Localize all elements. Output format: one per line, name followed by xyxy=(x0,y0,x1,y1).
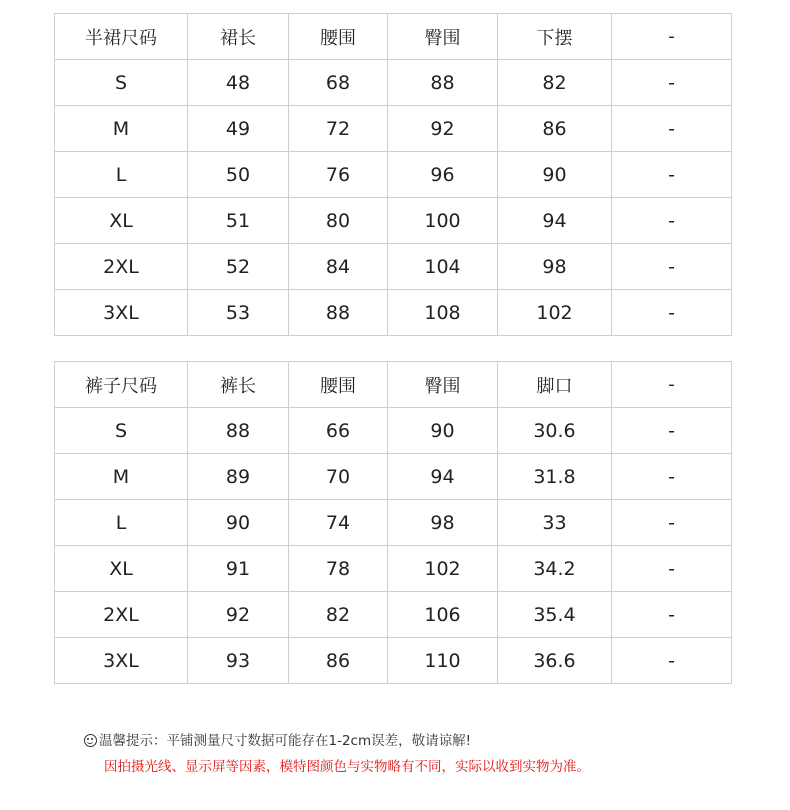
table-cell: 110 xyxy=(388,638,498,684)
table-cell: - xyxy=(612,244,732,290)
table-cell: - xyxy=(612,546,732,592)
table-cell: 86 xyxy=(498,106,612,152)
table-cell: 94 xyxy=(498,198,612,244)
table-cell: 90 xyxy=(498,152,612,198)
header-cell: 臀围 xyxy=(388,14,498,60)
table-cell: 98 xyxy=(388,500,498,546)
table-cell: 52 xyxy=(188,244,289,290)
table-row xyxy=(55,60,732,106)
table-cell: 91 xyxy=(188,546,289,592)
table-cell: 30.6 xyxy=(498,408,612,454)
table-cell: XL xyxy=(55,198,188,244)
header-cell: - xyxy=(612,14,732,60)
header-cell: 臀围 xyxy=(388,362,498,408)
table-cell: 102 xyxy=(388,546,498,592)
table-cell: 3XL xyxy=(55,638,188,684)
table-cell: - xyxy=(612,638,732,684)
header-cell: - xyxy=(612,362,732,408)
table-cell: 66 xyxy=(289,408,388,454)
table-cell: L xyxy=(55,500,188,546)
table-row xyxy=(55,290,732,336)
table-row xyxy=(55,408,732,454)
table-row xyxy=(55,106,732,152)
table-cell: XL xyxy=(55,546,188,592)
table-cell: 31.8 xyxy=(498,454,612,500)
table-cell: - xyxy=(612,408,732,454)
table-cell: S xyxy=(55,60,188,106)
table-row xyxy=(55,198,732,244)
header-cell: 脚口 xyxy=(498,362,612,408)
table-cell: 82 xyxy=(498,60,612,106)
table-cell: - xyxy=(612,152,732,198)
table-cell: 2XL xyxy=(55,244,188,290)
table-cell: 92 xyxy=(188,592,289,638)
table-cell: 84 xyxy=(289,244,388,290)
table-cell: 48 xyxy=(188,60,289,106)
table-cell: 36.6 xyxy=(498,638,612,684)
table-cell: M xyxy=(55,106,188,152)
table-cell: - xyxy=(612,500,732,546)
table-cell: 33 xyxy=(498,500,612,546)
table-cell: 49 xyxy=(188,106,289,152)
table-cell: 82 xyxy=(289,592,388,638)
header-cell: 腰围 xyxy=(289,362,388,408)
table-cell: 68 xyxy=(289,60,388,106)
smile-icon xyxy=(84,734,97,747)
table-row xyxy=(55,638,732,684)
table-cell: 104 xyxy=(388,244,498,290)
table-cell: 74 xyxy=(289,500,388,546)
table-cell: 78 xyxy=(289,546,388,592)
table-cell: 50 xyxy=(188,152,289,198)
table-cell: - xyxy=(612,290,732,336)
pants-size-table xyxy=(54,361,732,684)
table-cell: 108 xyxy=(388,290,498,336)
table-cell: 90 xyxy=(388,408,498,454)
table-cell: 35.4 xyxy=(498,592,612,638)
table-cell: M xyxy=(55,454,188,500)
table-cell: 98 xyxy=(498,244,612,290)
table-row xyxy=(55,152,732,198)
table-row xyxy=(55,454,732,500)
table-cell: 88 xyxy=(388,60,498,106)
table-cell: 90 xyxy=(188,500,289,546)
table-cell: 88 xyxy=(289,290,388,336)
table-cell: 92 xyxy=(388,106,498,152)
table-cell: 80 xyxy=(289,198,388,244)
table-row xyxy=(55,244,732,290)
header-cell: 下摆 xyxy=(498,14,612,60)
skirt-size-table xyxy=(54,13,732,336)
table-cell: 94 xyxy=(388,454,498,500)
table-cell: 76 xyxy=(289,152,388,198)
table-cell: 100 xyxy=(388,198,498,244)
notes xyxy=(84,730,764,778)
table-cell: 106 xyxy=(388,592,498,638)
table-cell: 2XL xyxy=(55,592,188,638)
table-cell: S xyxy=(55,408,188,454)
table-cell: 70 xyxy=(289,454,388,500)
header-cell: 半裙尺码 xyxy=(55,14,188,60)
table-cell: 102 xyxy=(498,290,612,336)
table-cell: - xyxy=(612,454,732,500)
table-cell: 72 xyxy=(289,106,388,152)
table-cell: 88 xyxy=(188,408,289,454)
table-cell: 53 xyxy=(188,290,289,336)
table-cell: 89 xyxy=(188,454,289,500)
header-cell: 裙长 xyxy=(188,14,289,60)
table-cell: 51 xyxy=(188,198,289,244)
table-cell: 93 xyxy=(188,638,289,684)
header-cell: 裤子尺码 xyxy=(55,362,188,408)
table-cell: - xyxy=(612,60,732,106)
table-cell: 3XL xyxy=(55,290,188,336)
table-cell: - xyxy=(612,106,732,152)
table-row xyxy=(55,592,732,638)
measurement-tip xyxy=(84,730,764,752)
table-cell: - xyxy=(612,592,732,638)
table-row xyxy=(55,500,732,546)
color-warning: 因拍摄光线、显示屏等因素，模特图颜色与实物略有不同，实际以收到实物为准。 xyxy=(104,759,590,775)
header-cell: 腰围 xyxy=(289,14,388,60)
table-cell: L xyxy=(55,152,188,198)
table-header-row xyxy=(55,362,732,408)
table-row xyxy=(55,546,732,592)
table-cell: 96 xyxy=(388,152,498,198)
table-cell: 34.2 xyxy=(498,546,612,592)
table-header-row xyxy=(55,14,732,60)
table-cell: 86 xyxy=(289,638,388,684)
table-cell: - xyxy=(612,198,732,244)
header-cell: 裤长 xyxy=(188,362,289,408)
tip-text: 温馨提示：平铺测量尺寸数据可能存在1-2cm误差，敬请谅解! xyxy=(99,733,472,749)
